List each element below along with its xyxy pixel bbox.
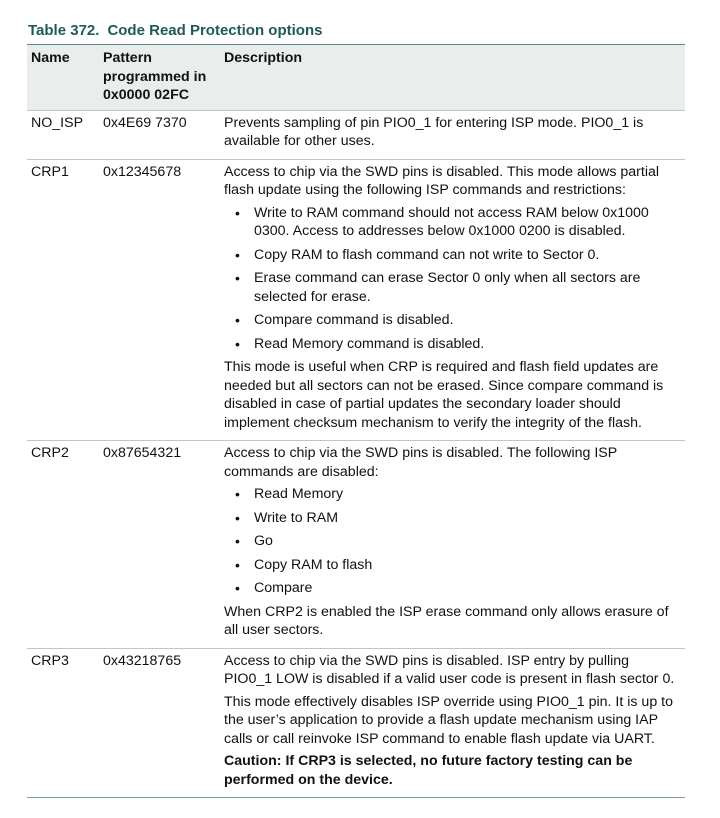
header-name: Name — [27, 45, 99, 111]
row-name: CRP1 — [27, 159, 99, 441]
table-caption — [28, 22, 330, 39]
row-name: NO_ISP — [27, 110, 99, 159]
bullet-item — [224, 246, 681, 265]
row-description — [220, 648, 685, 798]
bullet-item — [224, 311, 681, 330]
row-name: CRP2 — [27, 441, 99, 649]
row-pattern: 0x12345678 — [99, 159, 220, 441]
bullet-item — [224, 579, 681, 598]
bullet-text: Write to RAM — [254, 509, 339, 526]
description-outro: This mode effectively disables ISP override using PIO0_1 pin. It is up to the user’s application to provide a flash update mechanism using IAP calls or call reinvoke ISP command to enable flash update via UART. — [224, 693, 673, 747]
header-pattern: Pattern programmed in 0x0000 02FC — [99, 45, 220, 111]
bullet-icon: • — [235, 509, 240, 526]
header-row — [27, 45, 685, 111]
table-row — [27, 110, 685, 159]
row-description — [220, 159, 685, 441]
bullet-icon: • — [235, 486, 240, 502]
bullet-icon: • — [235, 270, 240, 286]
crp-options-table — [27, 44, 685, 798]
bullet-list — [224, 485, 681, 598]
bullet-item — [224, 335, 681, 354]
bullet-icon: • — [235, 335, 240, 352]
bullet-item — [224, 485, 681, 504]
row-name: CRP3 — [27, 648, 99, 798]
bullet-text: Copy RAM to flash — [254, 556, 373, 573]
description-intro: Access to chip via the SWD pins is disabled. ISP entry by pulling PIO0_1 LOW is disabled if a valid user code is present in flash sector 0. — [224, 652, 675, 687]
row-description — [220, 110, 685, 159]
bullet-item — [224, 532, 681, 551]
description-outro: This mode is useful when CRP is required and flash field updates are needed but all sectors can not be erased. Since compare command is disabled in case of partial updates the secondary loader should implement checksum mechanism to verify the integrity of the flash. — [224, 359, 664, 431]
bullet-icon: • — [235, 204, 240, 221]
bullet-icon: • — [235, 246, 240, 263]
bullet-item — [224, 269, 681, 306]
table-title: Code Read Protection options — [107, 22, 323, 39]
bullet-text: Copy RAM to flash command can not write to Sector 0. — [254, 246, 600, 263]
bullet-text: Erase command can erase Sector 0 only when all sectors are selected for erase. — [254, 270, 641, 305]
bullet-item — [224, 204, 681, 241]
bullet-text: Write to RAM command should not access RAM below 0x1000 0300. Access to addresses below 0x1000 0200 is disabled. — [254, 204, 649, 239]
bullet-text: Compare — [254, 580, 313, 596]
description-intro: Access to chip via the SWD pins is disabled. The following ISP commands are disabled: — [224, 445, 617, 480]
table-row — [27, 648, 685, 798]
bullet-text: Go — [254, 533, 273, 549]
bullet-text: Read Memory — [254, 486, 344, 502]
table-row — [27, 159, 685, 441]
table-number: Table 372. — [28, 22, 100, 39]
bullet-icon: • — [235, 580, 240, 596]
bullet-text: Compare command is disabled. — [254, 312, 454, 328]
bullet-item — [224, 556, 681, 575]
row-pattern: 0x87654321 — [99, 441, 220, 649]
bullet-icon: • — [235, 556, 240, 573]
description-outro: When CRP2 is enabled the ISP erase command only allows erasure of all user sectors. — [224, 603, 669, 638]
table-row — [27, 441, 685, 649]
bullet-icon: • — [235, 533, 240, 549]
row-pattern: 0x4E69 7370 — [99, 110, 220, 159]
bullet-text: Read Memory command is disabled. — [254, 335, 485, 352]
description-intro: Access to chip via the SWD pins is disabled. This mode allows partial flash update using the following ISP commands and restrictions: — [224, 163, 660, 198]
row-description — [220, 441, 685, 649]
bullet-list — [224, 204, 681, 354]
row-pattern: 0x43218765 — [99, 648, 220, 798]
bullet-item — [224, 509, 681, 528]
description-intro: Prevents sampling of pin PIO0_1 for entering ISP mode. PIO0_1 is available for other uses. — [224, 114, 644, 149]
bullet-icon: • — [235, 312, 240, 328]
header-description: Description — [220, 45, 685, 111]
caution-note: Caution: If CRP3 is selected, no future factory testing can be performed on the device. — [224, 753, 633, 788]
